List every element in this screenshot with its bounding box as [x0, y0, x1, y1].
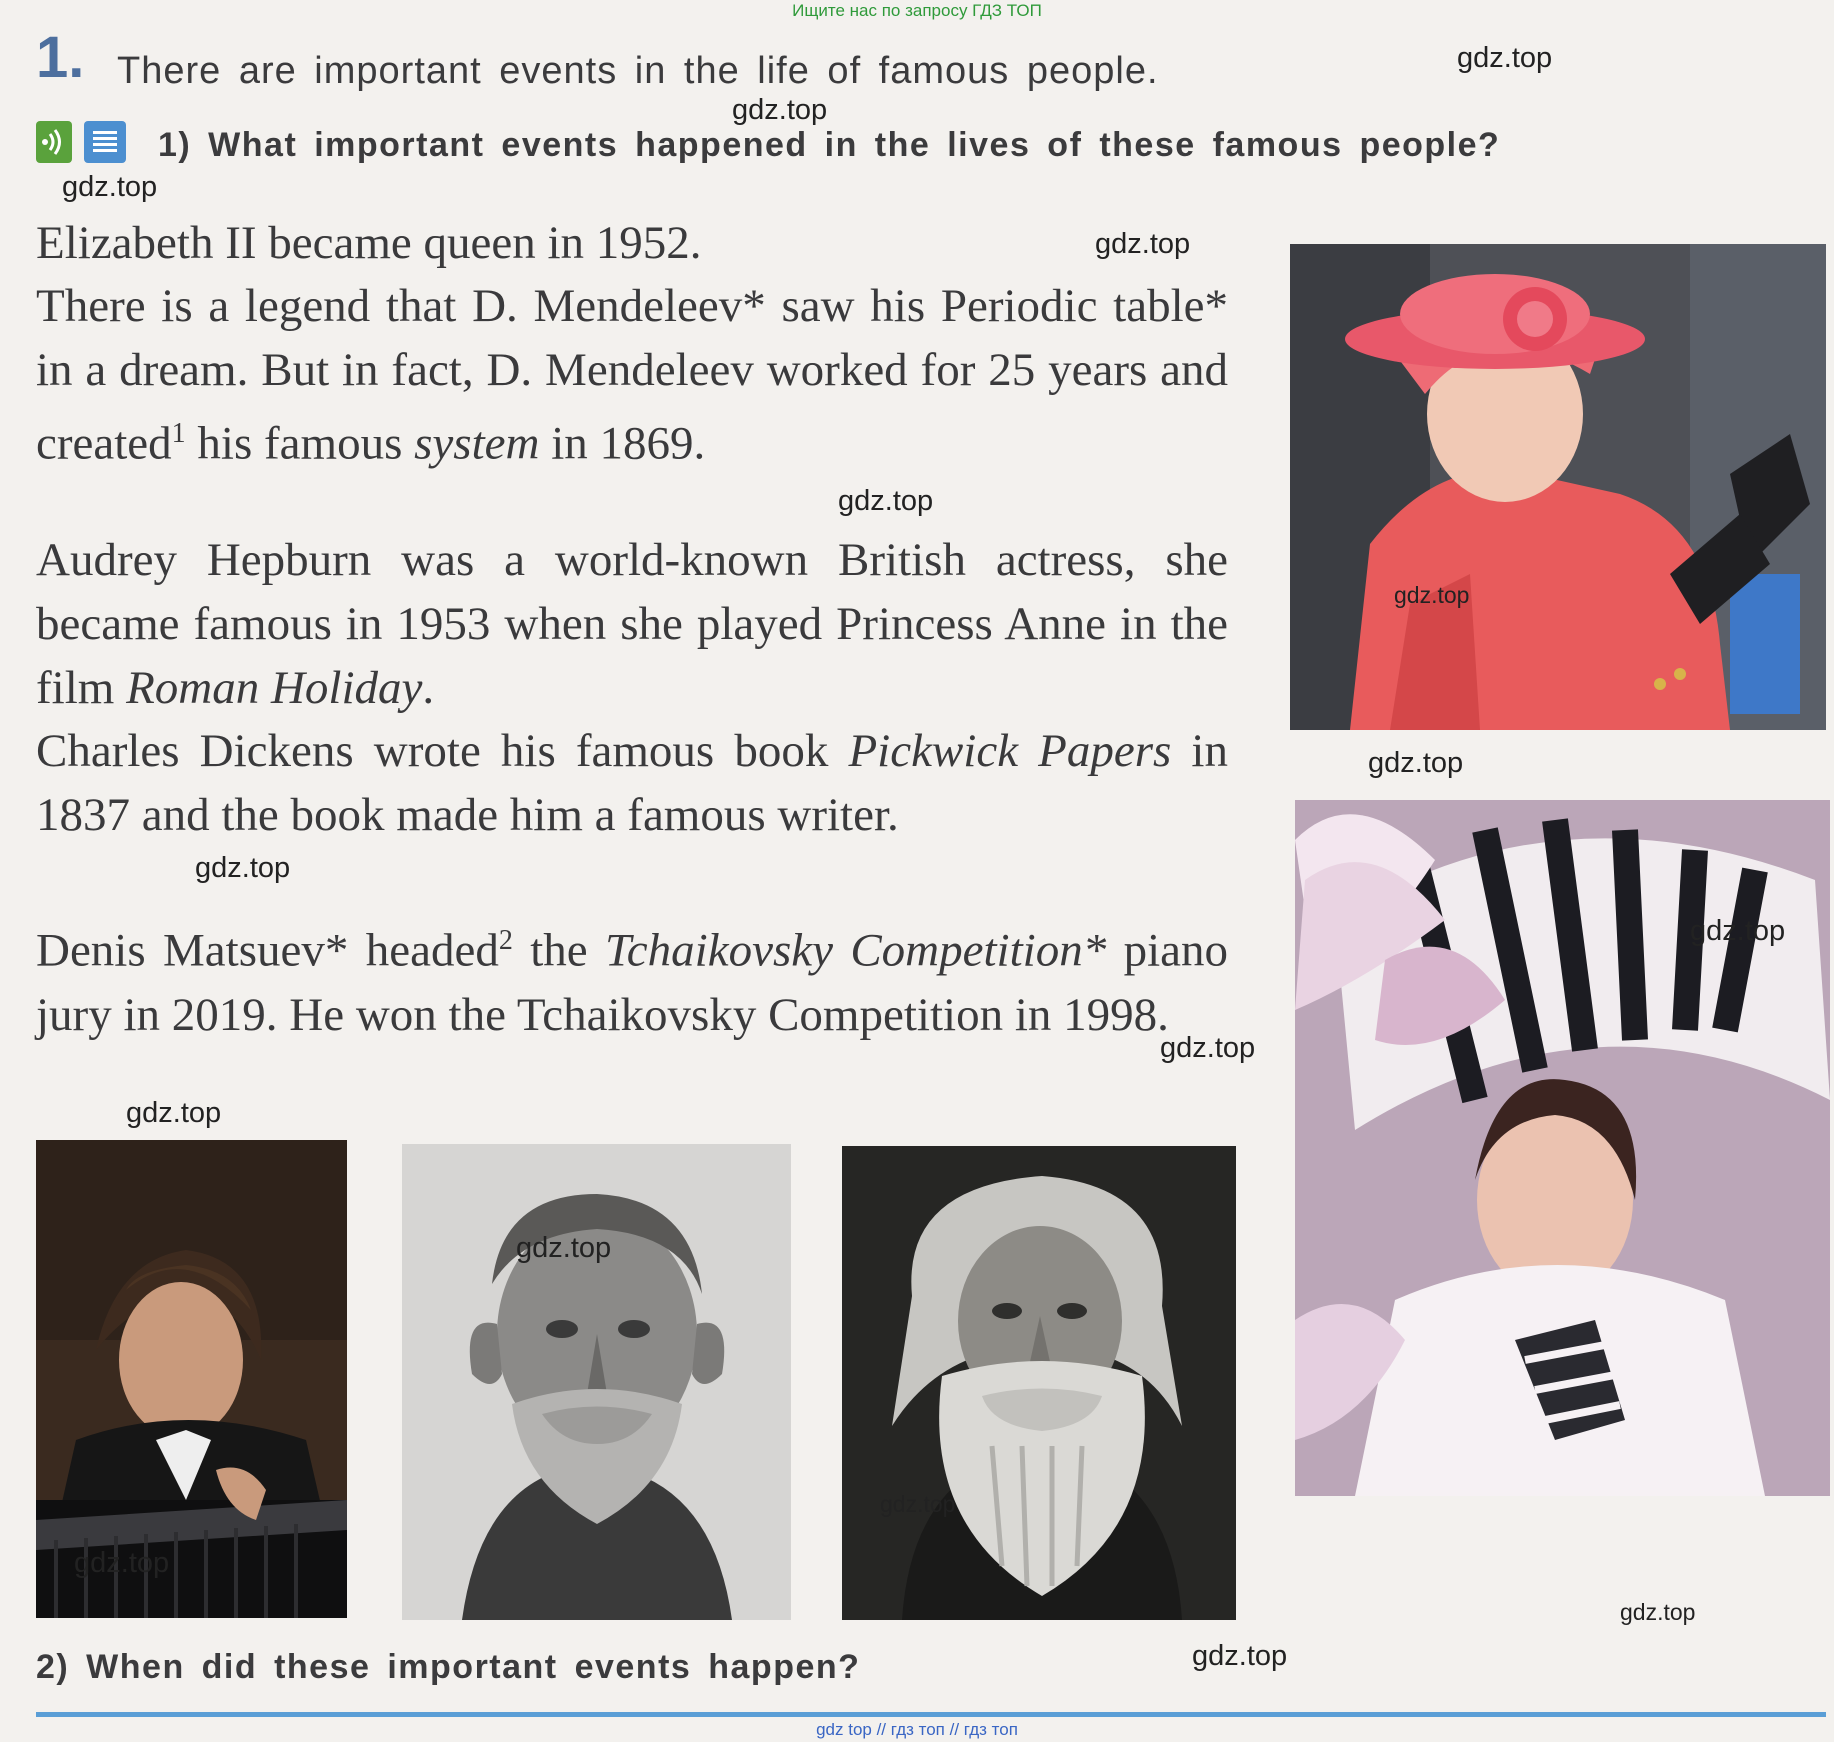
- watermark: gdz.top: [74, 1547, 170, 1579]
- watermark: gdz.top: [195, 852, 291, 884]
- paragraph-text: piano jury in 2019. He won the Tchaikovsky Competition in 1998.: [36, 924, 1228, 1041]
- paragraph-text: Denis Matsuev* headed: [36, 924, 499, 977]
- watermark: gdz.top: [1394, 582, 1470, 608]
- paragraph-text: in 1837 and the book made him a famous writer.: [36, 725, 1228, 841]
- text-icon[interactable]: [84, 121, 126, 163]
- footnote-mark: 2: [498, 925, 513, 956]
- paragraph-text: Elizabeth II became queen in 1952.: [36, 217, 702, 269]
- watermark: gdz.top: [1095, 228, 1191, 260]
- watermark: gdz.top: [1368, 747, 1464, 779]
- watermark: gdz.top: [732, 94, 828, 126]
- paragraph-italic: Roman Holiday: [126, 662, 423, 714]
- exercise-intro: There are important events in the life of famous people.: [117, 50, 1159, 92]
- paragraph-text: .: [422, 662, 435, 714]
- paragraph-hepburn: [36, 528, 1228, 720]
- paragraph-italic: system: [414, 417, 540, 470]
- paragraph-mendeleev: [36, 274, 1228, 476]
- footnote-mark: 1: [171, 418, 186, 449]
- task-question-2: 2) When did these important events happen?: [36, 1648, 861, 1686]
- paragraph-dickens: [36, 719, 1228, 847]
- photo-dmitri-mendeleev: [842, 1146, 1236, 1620]
- paragraph-italic: Pickwick Papers: [848, 725, 1172, 777]
- footer-link[interactable]: gdz top // гдз топ // гдз топ: [816, 1720, 1018, 1739]
- paragraph-italic: Tchaikovsky Competition*: [604, 924, 1107, 977]
- watermark: gdz.top: [1690, 915, 1786, 947]
- paragraph-text: in 1869.: [539, 417, 706, 470]
- bottom-rule: [36, 1712, 1826, 1717]
- watermark: gdz.top: [1160, 1032, 1256, 1064]
- watermark: gdz.top: [1457, 42, 1553, 74]
- watermark: gdz.top: [1192, 1640, 1288, 1672]
- audio-icon[interactable]: [36, 121, 72, 163]
- photo-charles-dickens: [402, 1144, 791, 1620]
- watermark: gdz.top: [516, 1232, 612, 1264]
- photo-queen-elizabeth: [1290, 244, 1826, 730]
- paragraph-text: the: [512, 924, 605, 977]
- watermark: gdz.top: [1620, 1599, 1696, 1625]
- paragraph-text: There is a legend that D. Mendeleev* saw his Periodic table* in a dream. But in fact, D. Mendeleev worked for 25 years and created: [36, 280, 1228, 470]
- paragraph-text: Charles Dickens wrote his famous book: [36, 725, 849, 777]
- paragraph-text: his famous: [185, 417, 415, 470]
- search-banner: Ищите нас по запросу ГДЗ ТОП: [792, 1, 1042, 20]
- paragraph-text: Audrey Hepburn was a world-known British actress, she became famous in 1953 when she played Princess Anne in the film: [36, 534, 1228, 714]
- paragraph-elizabeth: [36, 211, 1228, 275]
- paragraph-matsuev: [36, 909, 1228, 1047]
- photo-audrey-hepburn: [1295, 800, 1830, 1496]
- exercise-number: 1.: [36, 25, 85, 90]
- watermark: gdz.top: [126, 1097, 222, 1129]
- watermark: gdz.top: [838, 485, 934, 517]
- task-question-1: 1) What important events happened in the lives of these famous people?: [158, 126, 1501, 164]
- watermark: gdz.top: [62, 171, 158, 203]
- watermark: gdz.top: [880, 1491, 956, 1517]
